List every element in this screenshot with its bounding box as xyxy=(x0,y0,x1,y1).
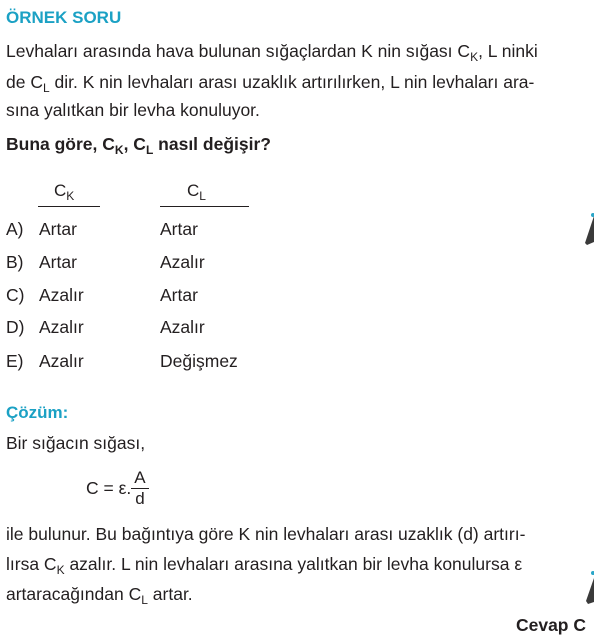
solution-line-2: lırsa $C_K$ azalır. L nin levhaları arasına yalıtkan bir levha konulursa ε xyxy=(6,554,523,577)
option-a-letter: A) xyxy=(6,219,24,239)
option-a-cl: Artar xyxy=(160,219,198,239)
column-header-ck-rule xyxy=(38,206,100,207)
option-d-letter: D) xyxy=(6,317,25,337)
question-line-1: Levhaları arasında hava bulunan sığaçlardan K nin sığası $C_K$, L ninki xyxy=(6,41,538,64)
solution-intro: Bir sığacın sığası, xyxy=(6,433,146,453)
column-header-cl: $C_L$ xyxy=(187,181,206,203)
option-b-cl: Azalır xyxy=(160,252,205,272)
option-b-letter: B) xyxy=(6,252,24,272)
option-e-cl: Değişmez xyxy=(160,351,238,371)
question-prompt: Buna göre, $C_K$, $C_L$ nasıl değişir? xyxy=(6,134,271,157)
option-c-cl: Artar xyxy=(160,285,198,305)
solution-line-1: ile bulunur. Bu bağıntıya göre K nin levhaları arası uzaklık (d) artırı- xyxy=(6,524,526,544)
example-question-title: ÖRNEK SORU xyxy=(6,8,122,27)
formula-fraction xyxy=(131,468,148,509)
option-b-ck: Artar xyxy=(39,252,77,272)
formula-denominator: d xyxy=(135,489,145,508)
solution-line-3: artaracağından $C_L$ artar. xyxy=(6,584,193,607)
capacitance-formula xyxy=(86,468,149,509)
pencil-icon xyxy=(584,212,594,248)
option-e-letter: E) xyxy=(6,351,24,371)
column-header-cl-rule xyxy=(160,206,249,207)
option-e-ck: Azalır xyxy=(39,351,84,371)
option-c-ck: Azalır xyxy=(39,285,84,305)
question-line-2: de $C_L$ dir. K nin levhaları arası uzaklık artırılırken, L nin levhaları ara- xyxy=(6,72,535,95)
question-line-3: sına yalıtkan bir levha konuluyor. xyxy=(6,100,260,120)
option-d-cl: Azalır xyxy=(160,317,205,337)
formula-numerator: A xyxy=(131,468,148,489)
column-header-ck: $C_K$ xyxy=(54,181,75,203)
option-c-letter: C) xyxy=(6,285,25,305)
pencil-icon-lower xyxy=(584,570,594,606)
solution-heading: Çözüm: xyxy=(6,403,69,422)
option-d-ck: Azalır xyxy=(39,317,84,337)
option-a-ck: Artar xyxy=(39,219,77,239)
answer-label: Cevap C xyxy=(515,615,586,635)
formula-lhs: C = ε. xyxy=(86,478,132,498)
